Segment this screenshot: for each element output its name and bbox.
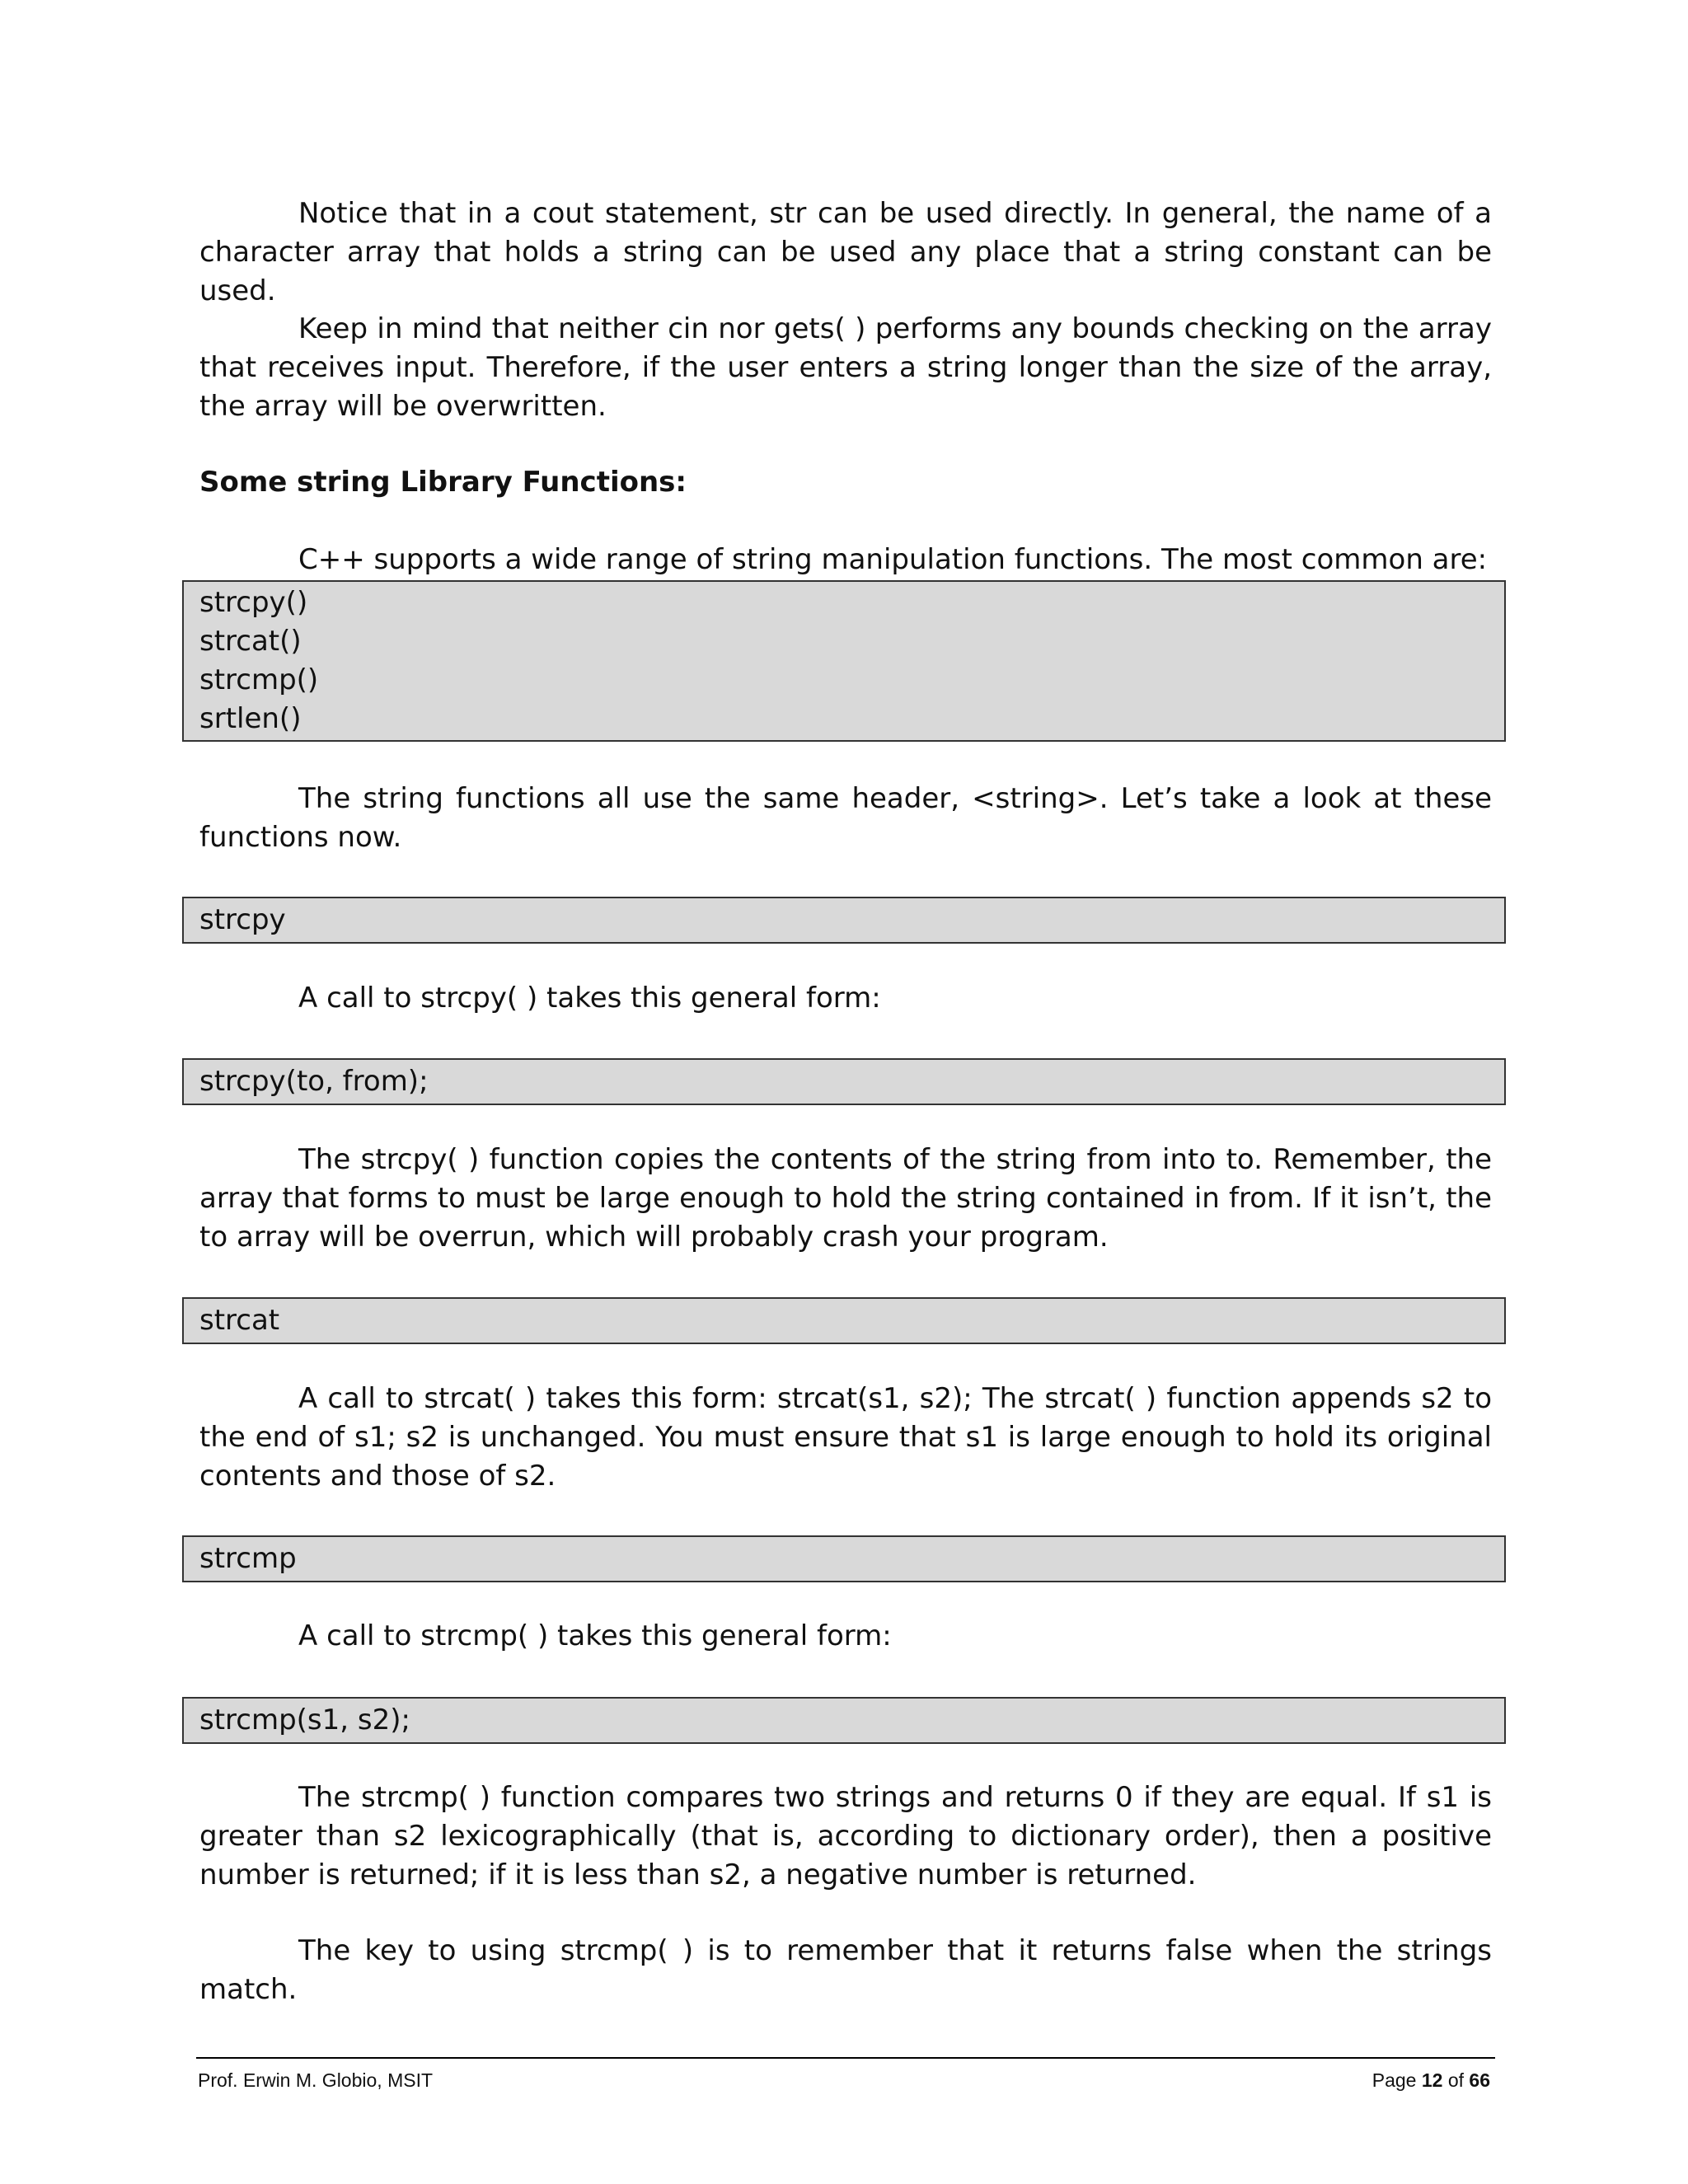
paragraph-strcat-description: A call to strcat( ) takes this form: strcat(s1, s2); The strcat( ) function appends s2 to the end of s1; s2 is unchanged. You must ensure that s1 is large enough to hold its original contents and those of s2. [199,1382,1492,1493]
strcpy-title: strcpy [199,903,286,936]
paragraph-strcpy-form-intro: A call to strcpy( ) takes this general form: [298,982,881,1015]
strcat-title-box [182,1297,1506,1344]
strcmp-title-box [182,1535,1506,1582]
paragraph-strcmp-key: The key to using strcmp( ) is to remember that it returns false when the strings match. [199,1934,1492,2006]
strcpy-form-code: strcpy(to, from); [199,1065,429,1098]
function-list-item: strcpy() [199,586,308,619]
strcat-title: strcat [199,1304,280,1337]
footer-current-page: 12 [1421,2069,1443,2091]
footer-total-pages: 66 [1469,2069,1490,2091]
strcmp-title: strcmp [199,1542,297,1575]
page-footer [196,2057,1495,2091]
paragraph-string-header: The string functions all use the same header, <string>. Let’s take a look at these functions now. [199,782,1492,854]
paragraph-cout-usage: Notice that in a cout statement, str can be used directly. In general, the name of a character array that holds a string can be used any place that a string constant can be used. [199,197,1492,307]
strcmp-form-code: strcmp(s1, s2); [199,1704,410,1736]
paragraph-strcmp-description: The strcmp( ) function compares two strings and returns 0 if they are equal. If s1 is greater than s2 lexicographically (that is, according to dictionary order), then a positive number is returned; if it is less than s2, a negative number is returned. [199,1781,1492,1891]
strcpy-form-box [182,1058,1506,1105]
function-list-item: strcat() [199,625,302,658]
paragraph-strcmp-form-intro: A call to strcmp( ) takes this general form: [298,1619,892,1652]
paragraph-bounds-checking: Keep in mind that neither cin nor gets( ) performs any bounds checking on the array that receives input. Therefore, if the user enters a string longer than the size of the array, the array will be overwritten. [199,312,1492,423]
strcmp-form-box [182,1697,1506,1744]
function-list-item: strcmp() [199,663,319,696]
footer-page-number [1372,2067,1490,2093]
strcpy-title-box [182,897,1506,944]
paragraph-strcpy-description: The strcpy( ) function copies the contents of the string from into to. Remember, the array that forms to must be large enough to hold the string contained in from. If it isn’t, the to array will be overrun, which will probably crash your program. [199,1143,1492,1254]
function-list-box [182,580,1506,742]
footer-of-label: of [1447,2069,1465,2091]
paragraph-string-functions-intro: C++ supports a wide range of string manipulation functions. The most common are: [298,543,1488,576]
function-list-item: srtlen() [199,702,302,735]
footer-author: Prof. Erwin M. Globio, MSIT [198,2069,434,2091]
footer-page-label: Page [1372,2069,1417,2091]
section-heading: Some string Library Functions: [199,466,687,499]
